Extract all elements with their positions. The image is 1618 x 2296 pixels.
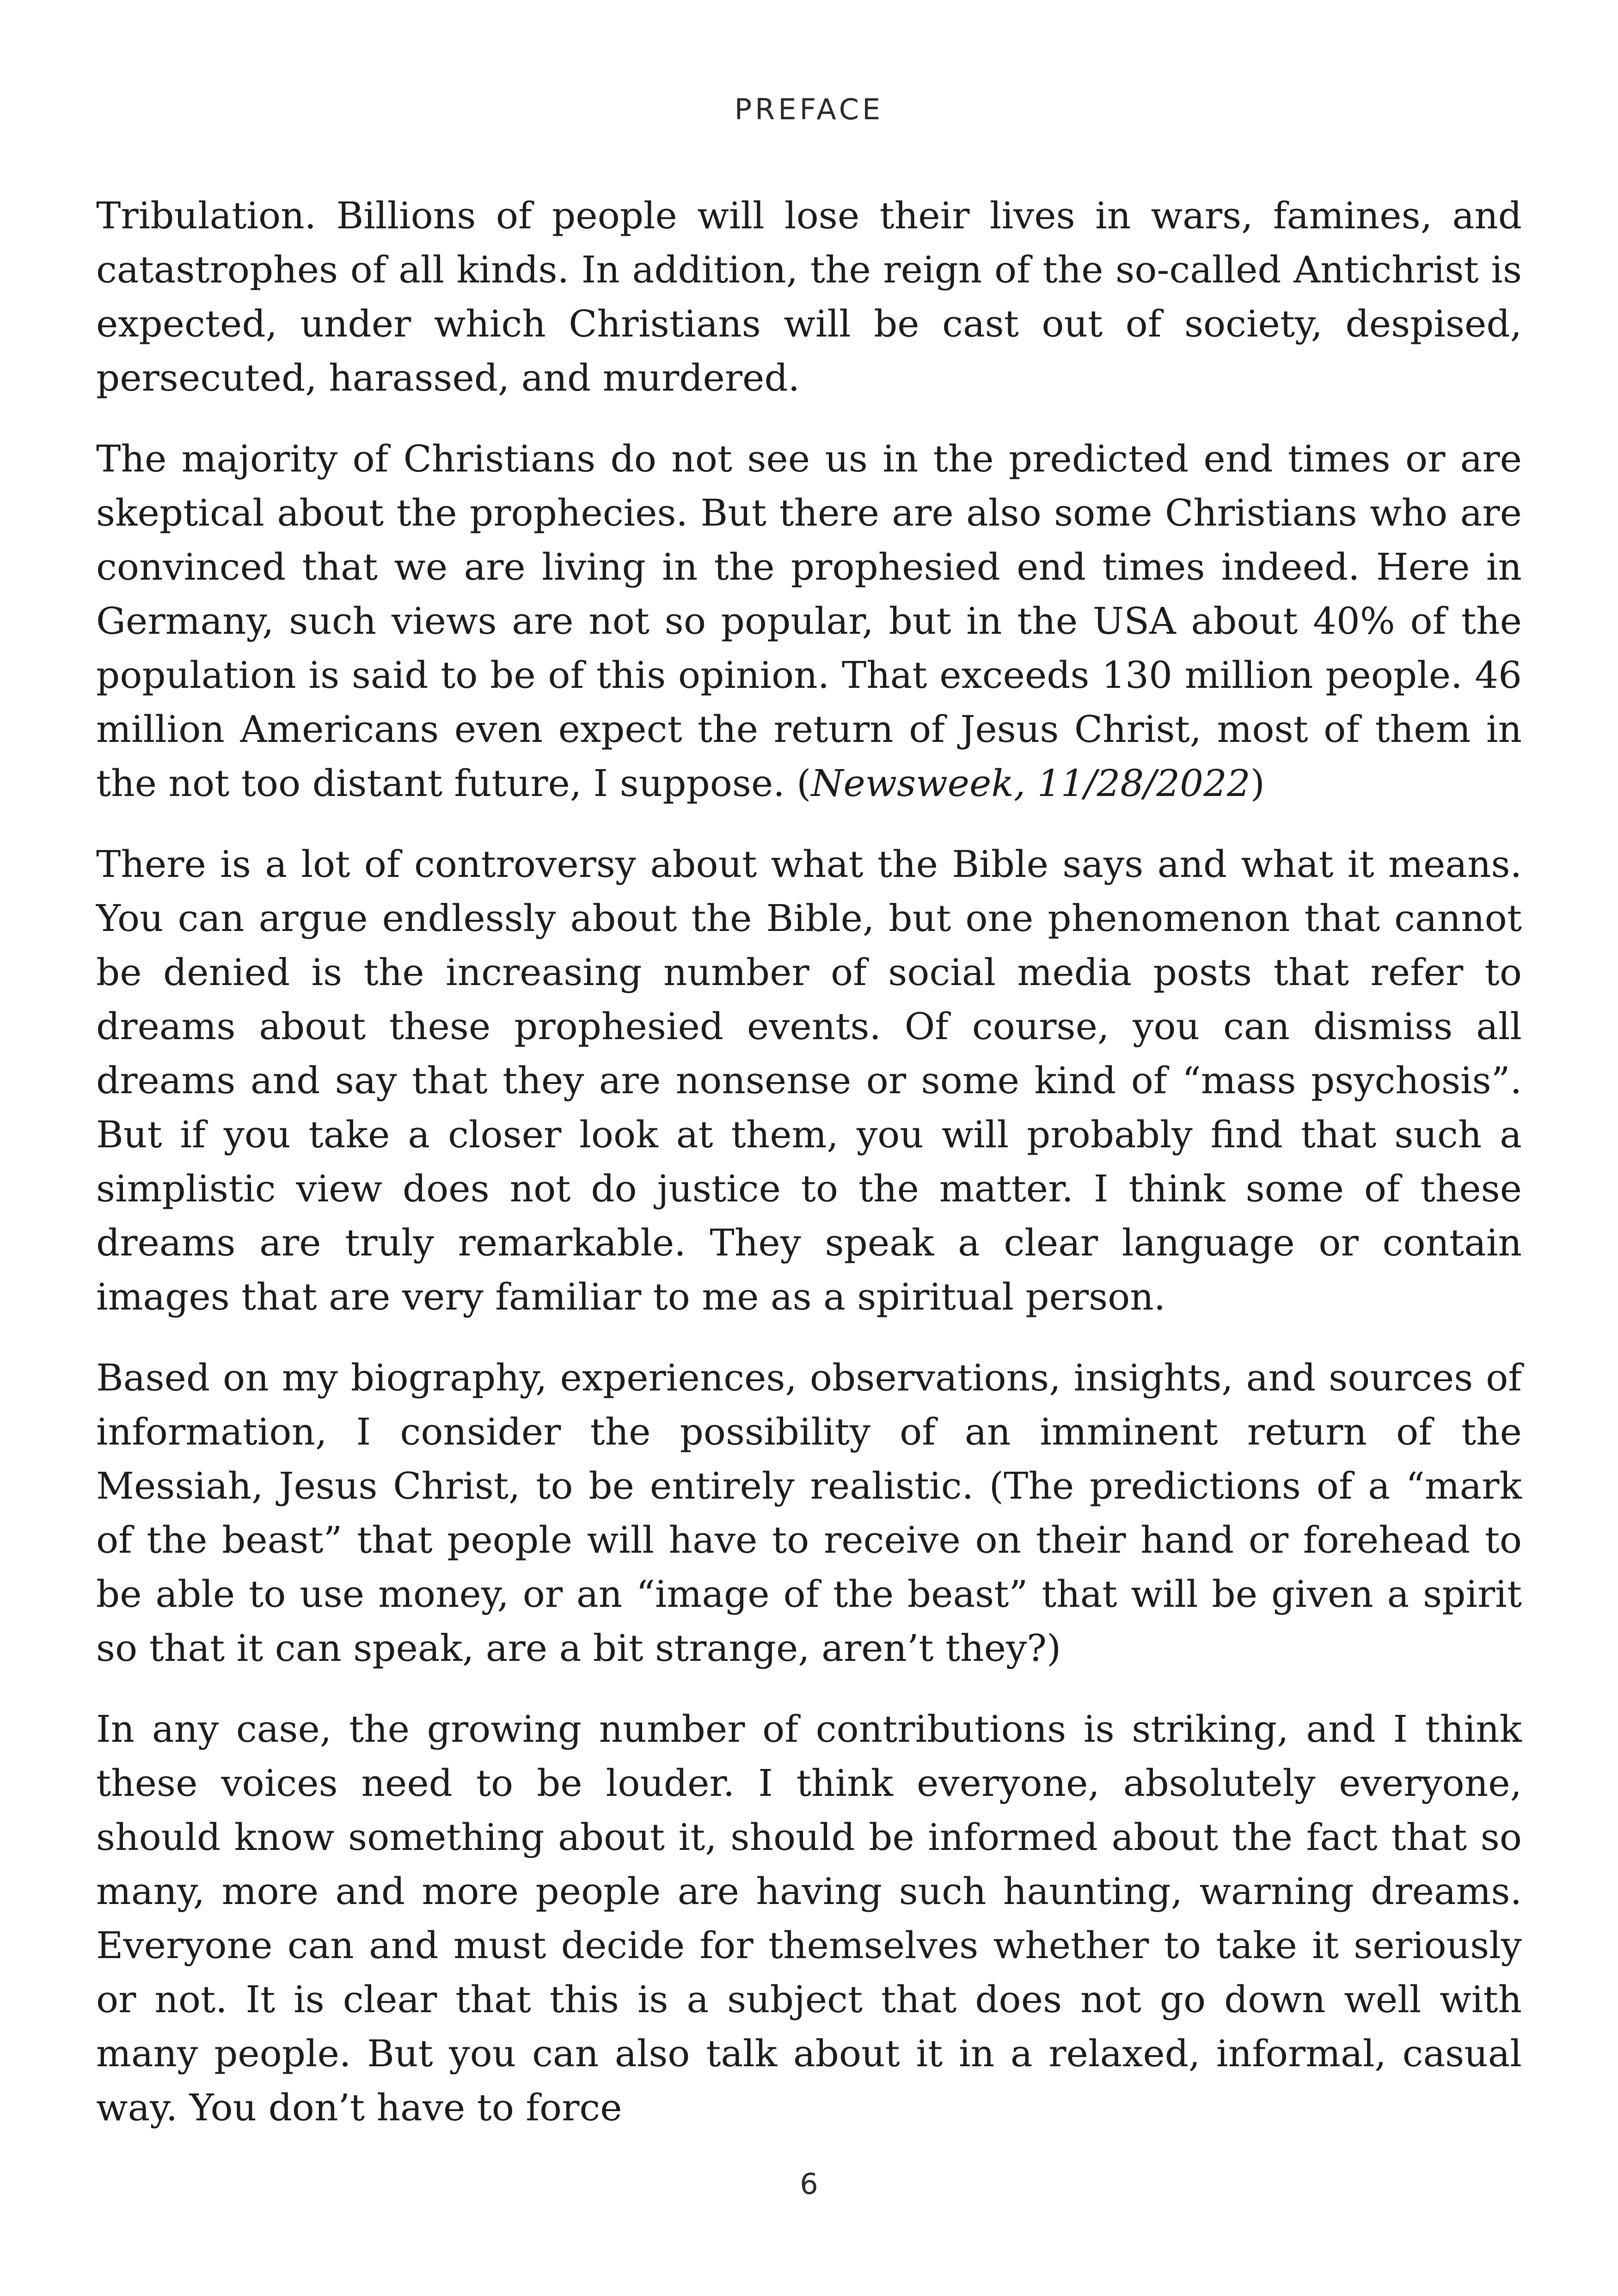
paragraph-5 <box>96 1702 1522 2135</box>
running-head: PREFACE <box>734 92 884 126</box>
paragraph-4 <box>96 1351 1522 1675</box>
paragraph-1 <box>96 189 1522 405</box>
paragraph-2 <box>96 432 1522 810</box>
paragraph-4-text: Based on my biography, experiences, observations, insights, and sources of information, I consider the possibility of an imminent return of the Messiah, Jesus Christ, to be entirely realistic. (The predictions of a “mark of the beast” that people will have to receive on their hand or forehead to be able to use money, or an “image of the beast” that will be given a spirit so that it can speak, are a bit strange, aren’t they?) <box>96 1356 1522 1670</box>
paragraph-2-text: The majority of Christians do not see us in the predicted end times or are skeptical about the prophecies. But there are also some Christians who are convinced that we are living in the prophesied end times indeed. Here in Germany, such views are not so popular, but in the USA about 40% of the population is said to be of this opinion. That exceeds 130 million people. 46 million Americans even expect the return of Jesus Christ, most of them in the not too distant future, I suppose. ( <box>96 437 1522 805</box>
paragraph-5-text: In any case, the growing number of contributions is striking, and I think these voices need to be louder. I think everyone, absolutely everyone, should know something about it, should be informed about the fact that so many, more and more people are having such haunting, warning dreams. Everyone can and must decide for themselves whether to take it seriously or not. It is clear that this is a subject that does not go down well with many people. But you can also talk about it in a relaxed, informal, casual way. You don’t have to force <box>96 1708 1522 2129</box>
page-number: 6 <box>800 2167 818 2201</box>
citation: Newsweek, 11/28/2022 <box>811 762 1250 805</box>
citation-close: ) <box>1250 762 1265 805</box>
paragraph-1-text: Tribulation. Billions of people will lose their lives in wars, famines, and catastrophes of all kinds. In addition, the reign of the so-called Antichrist is expected, under which Christians will be cast out of society, despised, persecuted, harassed, and murdered. <box>96 194 1522 399</box>
paragraph-3 <box>96 837 1522 1324</box>
body-text <box>96 189 1522 2135</box>
paragraph-3-text: There is a lot of controversy about what the Bible says and what it means. You can argue endlessly about the Bible, but one phenomenon that cannot be denied is the increasing number of social media posts that refer to dreams about these prophesied events. Of course, you can dismiss all dreams and say that they are nonsense or some kind of “mass psychosis”. But if you take a closer look at them, you will probably find that such a simplistic view does not do justice to the matter. I think some of these dreams are truly remarkable. They speak a clear language or contain images that are very familiar to me as a spiritual person. <box>96 843 1522 1318</box>
